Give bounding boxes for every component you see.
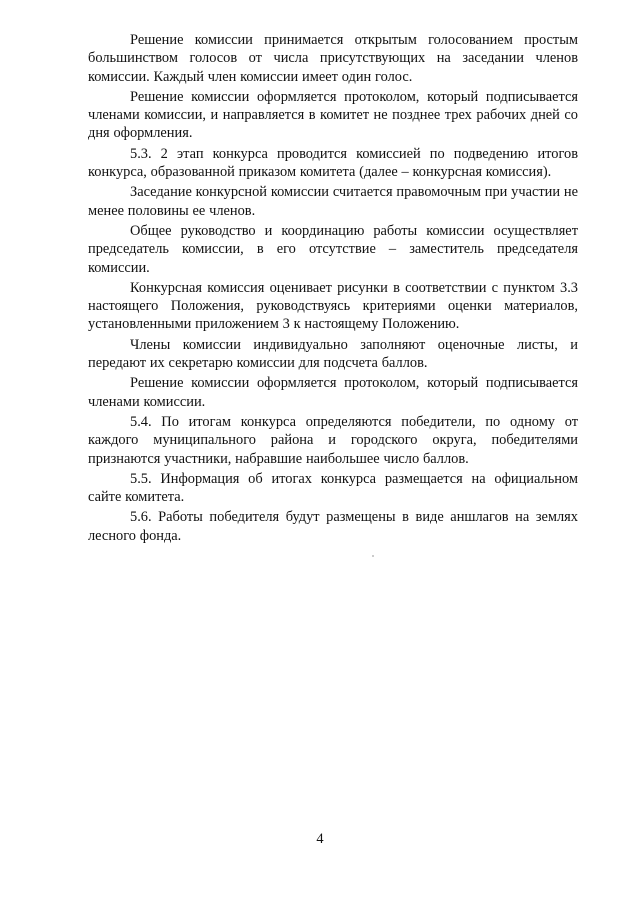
document-body	[88, 31, 578, 547]
page-number: 4	[316, 831, 324, 847]
paragraph-commission-voting: Решение комиссии принимается открытым голосованием простым большинством голосов от числа присутствующих на заседании членов комиссии. Каждый член комиссии имеет один голос.	[88, 32, 578, 85]
paragraph-winning-works-placement: 5.6. Работы победителя будут размещены в виде аншлагов на землях лесного фонда.	[88, 509, 578, 544]
paragraph-evaluation-criteria: Конкурсная комиссия оценивает рисунки в соответствии с пунктом 3.3 настоящего Положения, руководствуясь критериями оценки материалов, установленными приложением 3 к настоящему Положению.	[88, 279, 578, 333]
paragraph-quorum: Заседание конкурсной комиссии считается правомочным при участии не менее половины ее членов.	[88, 184, 578, 219]
scan-speck	[372, 555, 374, 557]
paragraph-final-protocol: Решение комиссии оформляется протоколом, который подписывается членами комиссии.	[88, 375, 578, 410]
paragraph-leadership: Общее руководство и координацию работы комиссии осуществляет председатель комиссии, в его отсутствие – заместитель председателя комиссии.	[88, 222, 578, 276]
paragraph-stage-2: 5.3. 2 этап конкурса проводится комиссией по подведению итогов конкурса, образованной приказом комитета (далее – конкурсная комиссия).	[88, 145, 578, 181]
paragraph-commission-protocol: Решение комиссии оформляется протоколом, который подписывается членами комиссии, и направляется в комитет не позднее трех рабочих дней со дня оформления.	[88, 88, 578, 142]
paragraph-winners: 5.4. По итогам конкурса определяются победители, по одному от каждого муниципального района и городского округа, победителями признаются участники, набравшие наибольшее число баллов.	[88, 413, 578, 467]
paragraph-results-publication: 5.5. Информация об итогах конкурса размещается на официальном сайте комитета.	[88, 470, 578, 506]
paragraph-evaluation-sheets: Члены комиссии индивидуально заполняют оценочные листы, и передают их секретарю комиссии для подсчета баллов.	[88, 336, 578, 372]
